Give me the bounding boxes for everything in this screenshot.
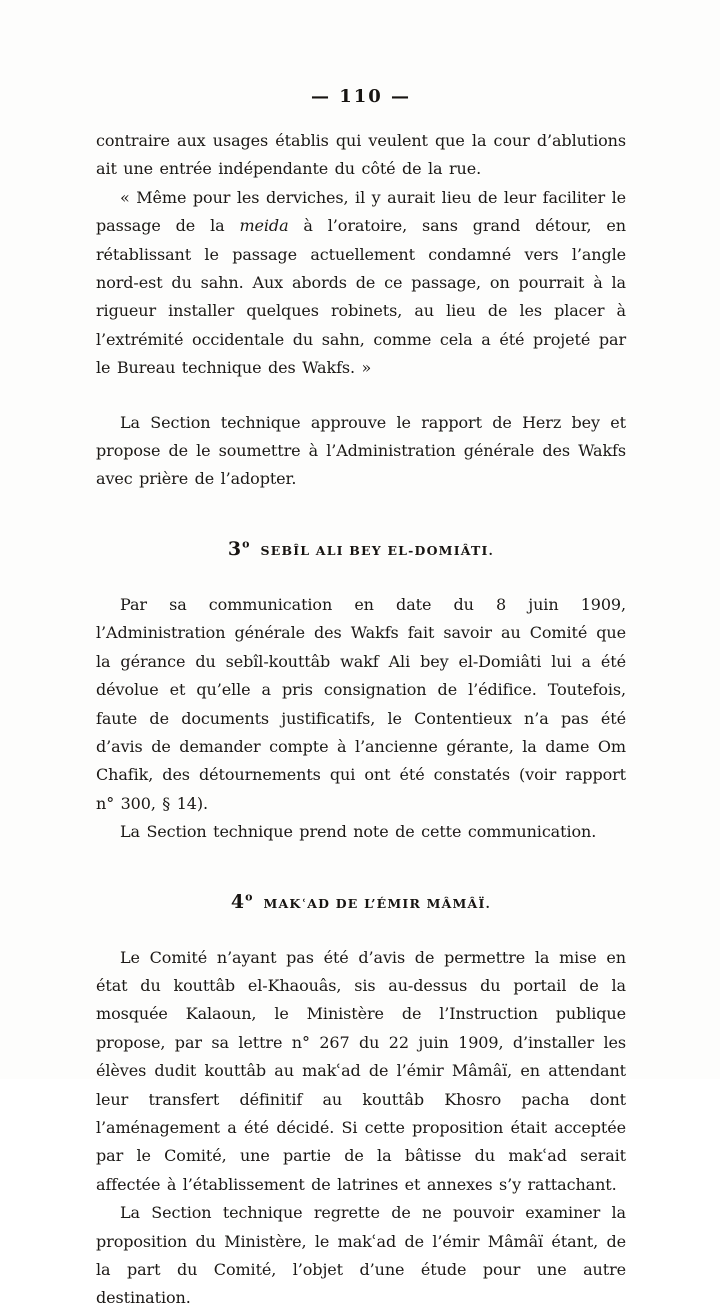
section-4-number: 4$^o$ xyxy=(230,890,254,913)
section-heading-4 xyxy=(96,885,626,914)
paragraph-makad-proposal: Le Comité n’ayant pas été d’avis de permettre la mise en état du kouttâb el-Khaouâs, sis au-dessus du portail de la mosquée Kalaoun, le Ministère de l’Instruction publique propose, par sa lettre n° 267 du 22 juin 1909, d’installer les élèves dudit kouttâb au makʿad de l’émir Mâmâï, en attendant leur transfert définitif au kouttâb Khosro pacha dont l’aménagement a été décidé. Si cette proposition était acceptée par le Comité, une partie de la bâtisse du makʿad serait affectée à l’établissement de latrines et annexes s’y rattachant. xyxy=(96,947,626,1194)
paragraph-section-approval: La Section technique approuve le rapport de Herz bey et propose de le soumettre à l’Administration générale des Wakfs avec prière de l’adopter. xyxy=(96,412,626,489)
page-number: — 110 — xyxy=(310,86,412,107)
section-3-number: 3$^o$ xyxy=(227,537,251,560)
paragraph-sebil-communication: Par sa communication en date du 8 juin 1909, l’Administration générale des Wakfs fait savoir au Comité que la gérance du sebîl-kouttâb wakf Ali bey el-Domiâti lui a été dévolue et qu’elle a pris consignation de l’édifice. Toutefois, faute de documents justificatifs, le Contentieux n’a pas été d’avis de demander compte à l’ancienne gérante, la dame Om Chafik, des détournements qui ont été constatés (voir rapport n° 300, § 14). xyxy=(96,594,626,813)
section-heading-3 xyxy=(96,532,626,561)
section-3-title: SEBÎL ALI BEY EL-DOMIÂTI. xyxy=(260,542,495,558)
quote-italic-word: meida xyxy=(239,216,289,236)
quote-text-after: à l’oratoire, sans grand détour, en rétablissant le passage actuellement condamné vers l’angle nord-est du sahn. Aux abords de ce passage, on pourrait à la rigueur installer quelques robinets, au lieu de les placer à l’extrémité occidentale du sahn, comme cela a été projeté par le Bureau technique des Wakfs. » xyxy=(96,216,626,378)
quote-text-before: « Même pour les derviches, il y aurait lieu de leur faciliter le passage de la xyxy=(96,187,626,236)
paragraph-continuation: contraire aux usages établis qui veulent que la cour d’ablutions ait une entrée indépendante du côté de la rue. xyxy=(96,131,626,179)
paragraph-section-regret: La Section technique regrette de ne pouvoir examiner la proposition du Ministère, le makʿad de l’émir Mâmâï étant, de la part du Comité, l’objet d’une étude pour une autre destination. xyxy=(96,1203,626,1308)
paragraph-quote xyxy=(96,184,626,383)
paragraph-section-note: La Section technique prend note de cette communication. xyxy=(120,822,597,842)
section-4-title: MAKʿAD DE L’ÉMIR MÂMÂÏ. xyxy=(263,895,492,911)
